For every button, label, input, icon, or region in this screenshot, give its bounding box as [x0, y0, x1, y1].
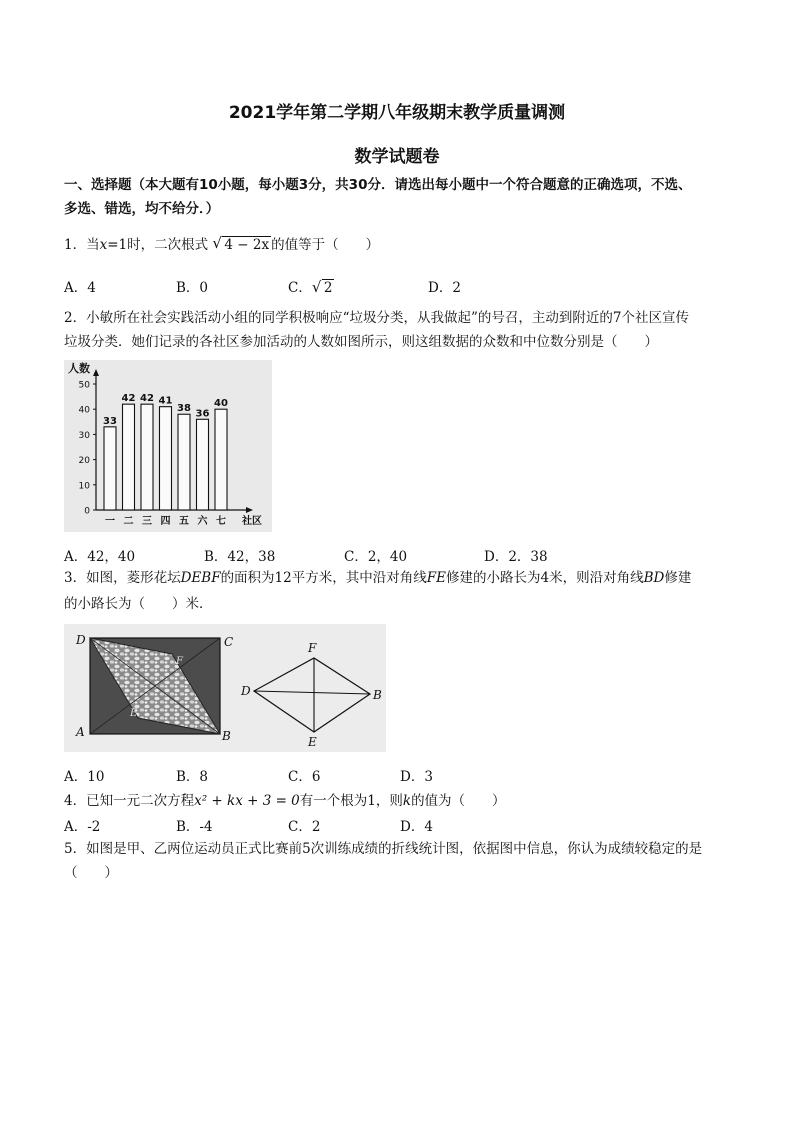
- bar-value-label: 33: [103, 415, 117, 427]
- bar-value-label: 42: [140, 393, 154, 405]
- label-f-left: F: [176, 656, 183, 667]
- q2-option-d: D．2．38: [484, 549, 548, 565]
- question-3-line2: 的小路长为（ ）米．: [64, 596, 213, 612]
- q2-option-c: C．2，40: [344, 549, 408, 565]
- q3-option-a: A．10: [64, 769, 105, 785]
- q3-option-d: D．3: [400, 769, 433, 785]
- bar-value-label: 42: [121, 393, 136, 405]
- label-b-left: B: [222, 729, 231, 743]
- q4-option-d: D．4: [400, 819, 433, 835]
- question-3-line1: 3．如图，菱形花坛DEBF的面积为12平方米，其中沿对角线FE修建的小路长为4米，则沿对角线BD修建: [64, 570, 692, 586]
- label-a: A: [76, 725, 85, 739]
- bar: [215, 409, 227, 510]
- question-2-line2: 垃圾分类．她们记录的各社区参加活动的人数如图所示，则这组数据的众数和中位数分别是（ ）: [64, 334, 658, 350]
- q4-option-b: B．-4: [176, 819, 213, 835]
- label-d-right: D: [241, 684, 251, 698]
- q1-option-a: A．4: [64, 280, 96, 296]
- x-axis-label: 社区: [242, 516, 262, 527]
- q3-bd: BD: [643, 570, 665, 586]
- q4-k: k: [402, 793, 412, 809]
- exam-subtitle: 数学试题卷: [354, 147, 440, 167]
- question-1: [64, 236, 379, 254]
- y-tick-label: 20: [78, 456, 90, 467]
- x-tick-label: 六: [197, 516, 208, 527]
- bar: [141, 404, 153, 510]
- label-e-right: E: [308, 735, 317, 749]
- bar-value-label: 38: [177, 403, 191, 415]
- bar: [104, 427, 116, 510]
- q2-option-a: A．42，40: [64, 549, 136, 565]
- q1-option-d: D．2: [428, 280, 461, 296]
- y-tick-label: 30: [78, 430, 90, 441]
- x-tick-label: 五: [179, 516, 189, 527]
- x-tick-label: 三: [142, 516, 152, 527]
- y-tick-label: 50: [78, 380, 90, 391]
- q3-fe: FE: [426, 570, 446, 586]
- question-5-line1: 5．如图是甲、乙两位运动员正式比赛前5次训练成绩的折线统计图，依据图中信息，你认为成绩较稳定的是: [64, 841, 703, 857]
- label-b-right: B: [373, 688, 382, 702]
- q2-bar-chart: [64, 360, 272, 532]
- bar: [160, 407, 172, 510]
- bar: [197, 419, 209, 510]
- q4-option-a: A．-2: [64, 819, 101, 835]
- bar: [178, 414, 190, 510]
- label-f-right: F: [308, 641, 317, 655]
- x-tick-label: 一: [105, 516, 115, 527]
- q1-prefix: 1．当: [64, 237, 100, 253]
- q2-option-b: B．42，38: [204, 549, 276, 565]
- bar: [123, 404, 135, 510]
- exam-title: 2021学年第二学期八年级期末教学质量调测: [228, 103, 566, 123]
- bar-value-label: 41: [158, 395, 173, 407]
- q1-radicand: 4 − 2x: [224, 237, 270, 253]
- q3-rhombus-name: DEBF: [180, 570, 221, 586]
- q1-mid: =1时，二次根式: [107, 237, 209, 253]
- question-4: 4．已知一元二次方程x² + kx + 3 = 0有一个根为1，则k的值为（ ）: [64, 793, 506, 809]
- question-2-line1: 2．小敏所在社会实践活动小组的同学积极响应“垃圾分类，从我做起”的号召，主动到附近的7个社区宣传: [64, 310, 689, 326]
- q3-option-b: B．8: [176, 769, 209, 785]
- bar-value-label: 36: [195, 408, 210, 420]
- q1-suffix: 的值等于（ ）: [271, 237, 380, 253]
- y-axis-label: 人数: [68, 362, 90, 375]
- label-c: C: [224, 635, 234, 649]
- x-tick-label: 四: [160, 516, 171, 527]
- y-tick-label: 10: [78, 481, 90, 492]
- q1-option-b: B．0: [176, 280, 209, 296]
- x-tick-label: 七: [216, 516, 226, 527]
- q3-figure: [64, 624, 386, 752]
- q4-option-c: C．2: [288, 819, 321, 835]
- q1-var: x: [99, 237, 108, 253]
- x-tick-label: 二: [123, 516, 134, 527]
- label-d-left: D: [76, 633, 86, 647]
- y-tick-label: 0: [84, 506, 90, 517]
- question-5-line2: （ ）: [64, 865, 118, 881]
- y-tick-label: 40: [78, 405, 90, 416]
- q4-equation: x² + kx + 3 = 0: [194, 793, 300, 809]
- q1-option-c: C． √ 2: [288, 278, 333, 296]
- q1-sqrt: √ 4 − 2x: [212, 234, 270, 253]
- q3-option-c: C．6: [288, 769, 321, 785]
- label-e-left: E: [130, 708, 138, 719]
- bar-value-label: 40: [214, 398, 228, 410]
- section-instructions-line2: 多选、错选，均不给分．）: [64, 201, 220, 217]
- section-instructions-line1: 一、选择题（本大题有10小题，每小题3分，共30分．请选出每小题中一个符合题意的正确选项，不选、: [64, 177, 692, 193]
